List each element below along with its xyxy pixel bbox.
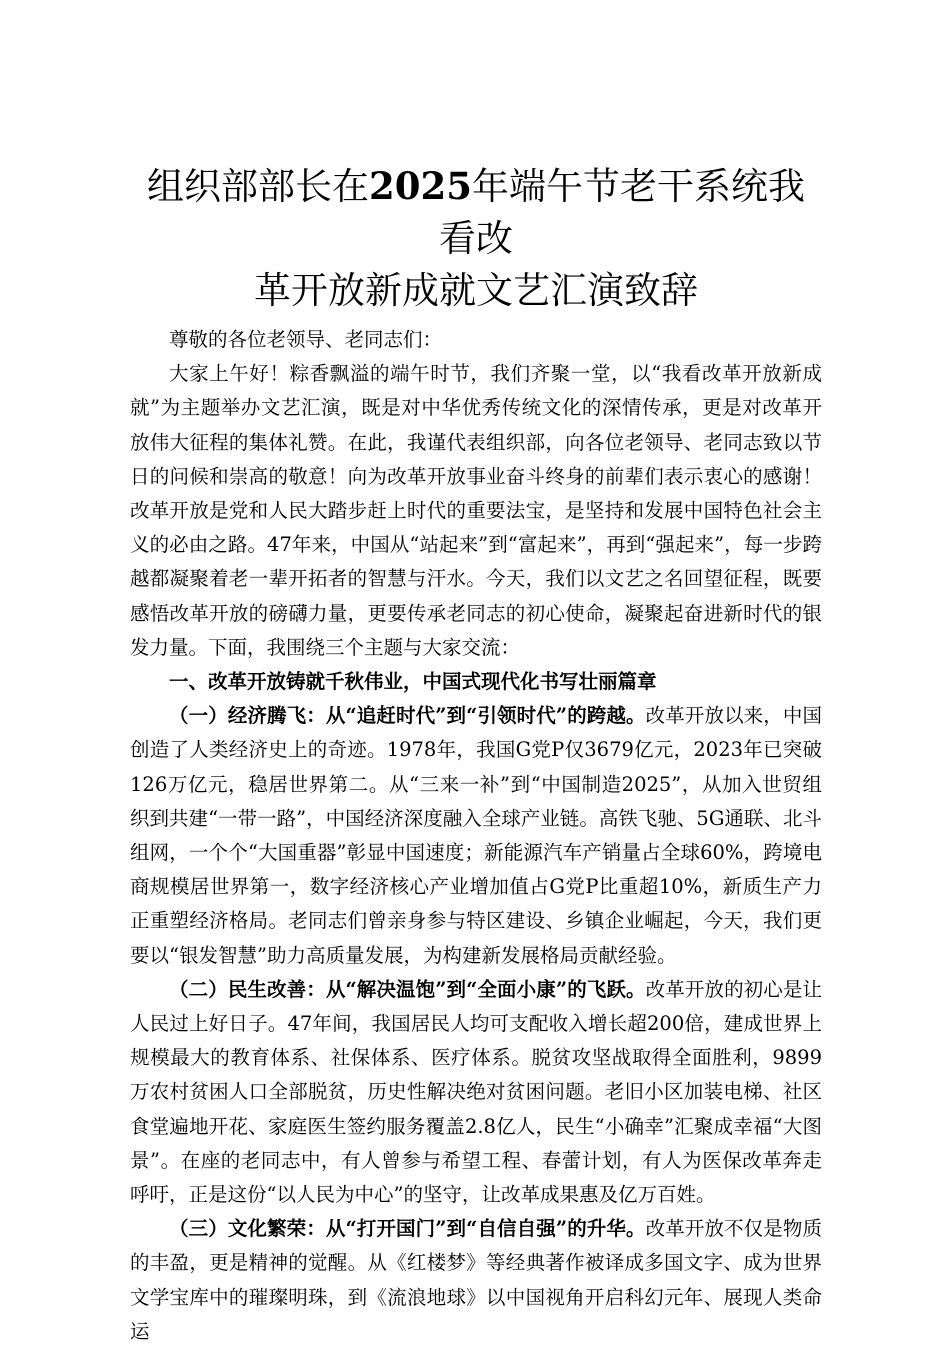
document-title	[130, 160, 822, 317]
subsection-2-body: 改革开放的初心是让人民过上好日子。47年间，我国居民人均可支配收入增长超200倍，建成世界上规模最大的教育体系、社保体系、医疗体系。脱贫攻坚战取得全面胜利，9899万农村贫困人口全部脱贫，历史性解决绝对贫困问题。老旧小区加装电梯、社区食堂遍地开花、家庭医生签约服务覆盖2.8亿人，民生“小确幸”汇聚成幸福“大图景”。在座的老同志中，有人曾参与希望工程、春蕾计划，有人为医保改革奔走呼吁，正是这份“以人民为中心”的坚守，让改革成果惠及亿万百姓。	[130, 977, 822, 1207]
subsection-3-body: 改革开放不仅是物质的丰盈，更是精神的觉醒。从《红楼梦》等经典著作被译成多国文字、成为世界文学宝库中的璀璨明珠，到《流浪地球》以中国视角开启科幻元年、展现人类命运	[130, 1217, 822, 1343]
title-line-2: 革开放新成就文艺汇演致辞	[254, 269, 698, 312]
title-year: 2025	[369, 164, 472, 208]
intro-paragraph: 大家上午好！粽香飘溢的端午时节，我们齐聚一堂，以“我看改革开放新成就”为主题举办文艺汇演，既是对中华优秀传统文化的深情传承，更是对改革开放伟大征程的集体礼赞。在此，我谨代表组织部，向各位老领导、老同志致以节日的问候和崇高的敬意！向为改革开放事业奋斗终身的前辈们表示衷心的感谢！改革开放是党和人民大踏步赶上时代的重要法宝，是坚持和发展中国特色社会主义的必由之路。47年来，中国从“站起来”到“富起来”，再到“强起来”，每一步跨越都凝聚着老一辈开拓者的智慧与汗水。今天，我们以文艺之名回望征程，既要感悟改革开放的磅礴力量，更要传承老同志的初心使命，凝聚起奋进新时代的银发力量。下面，我围绕三个主题与大家交流：	[130, 362, 822, 659]
title-line-1	[130, 160, 822, 265]
subsection-1-body: 改革开放以来，中国创造了人类经济史上的奇迹。1978年，我国G党P仅3679亿元，2023年已突破126万亿元，稳居世界第二。从“三来一补”到“中国制造2025”，从加入世贸组织到共建“一带一路”，中国经济深度融入全球产业链。高铁飞驰、5G通联、北斗组网，一个个“大国重器”彰显中国速度；新能源汽车产销量占全球60%，跨境电商规模居世界第一，数字经济核心产业增加值占G党P比重超10%，新质生产力正重塑经济格局。老同志们曾亲身参与特区建设、乡镇企业崛起，今天，我们更要以“银发智慧”助力高质量发展，为构建新发展格局贡献经验。	[130, 704, 822, 967]
subsection-2-paragraph	[130, 973, 822, 1212]
section-1-heading: 一、改革开放铸就千秋伟业，中国式现代化书写壮丽篇章	[169, 670, 657, 694]
title-part-a: 组织部部长在	[147, 165, 369, 208]
subsection-1-paragraph	[130, 699, 822, 973]
salutation: 尊敬的各位老领导、老同志们：	[169, 328, 443, 351]
subsection-1-lead: （一）经济腾飞：从“追赶时代”到“引领时代”的跨越。	[169, 704, 646, 728]
subsection-2-lead: （二）民生改善：从“解决温饱”到“全面小康”的飞跃。	[169, 977, 646, 1001]
subsection-3-lead: （三）文化繁荣：从“打开国门”到“自信自强”的升华。	[169, 1217, 646, 1241]
subsection-3-paragraph	[130, 1212, 822, 1349]
document-page	[130, 160, 822, 1349]
title-part-b: 年端午节老干系统我看改	[439, 165, 805, 260]
